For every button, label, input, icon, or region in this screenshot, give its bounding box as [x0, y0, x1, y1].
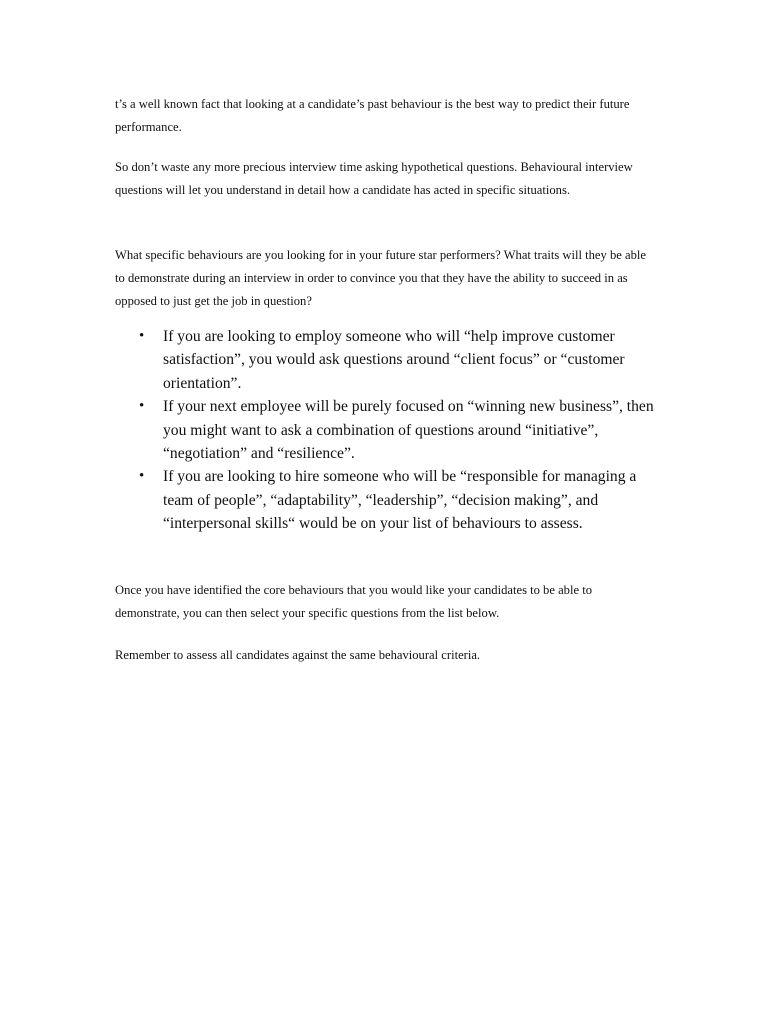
core-behaviours-paragraph: Once you have identified the core behaviours that you would like your candidates to be able to demonstrate, you can then select your specific questions from the list below.	[115, 583, 593, 620]
list-item	[139, 465, 659, 535]
hypothetical-questions-paragraph: So don’t waste any more precious interview time asking hypothetical questions. Behavioural interview questions will let you understand in detail how a candidate has acted in specific situations.	[115, 160, 633, 197]
star-performers-paragraph: What specific behaviours are you looking for in your future star performers? What traits will they be able to demonstrate during an interview in order to convince you that they have the ability to succeed in as opposed to just get the job in question?	[115, 248, 646, 308]
intro-paragraph: t’s a well known fact that looking at a candidate’s past behaviour is the best way to predict their future performance.	[115, 97, 630, 134]
list-item-text: If you are looking to employ someone who will “help improve customer satisfaction”, you would ask questions around “client focus” or “customer orientation”.	[163, 328, 625, 392]
remember-paragraph: Remember to assess all candidates against the same behavioural criteria.	[115, 648, 481, 662]
bullet-icon: •	[139, 328, 145, 344]
list-item	[139, 395, 659, 465]
behaviour-examples-list	[139, 325, 659, 536]
list-item-text: If you are looking to hire someone who will be “responsible for managing a team of people”, “adaptability”, “leadership”, “decision making”, and “interpersonal skills“ would be on your list of behaviours to assess.	[163, 468, 637, 533]
bullet-icon: •	[139, 468, 145, 485]
bullet-icon: •	[139, 398, 145, 415]
list-item-text: If your next employee will be purely focused on “winning new business”, then you might want to ask a combination of questions around “initiative”, “negotiation” and “resilience”.	[163, 398, 654, 463]
list-item	[139, 325, 659, 395]
